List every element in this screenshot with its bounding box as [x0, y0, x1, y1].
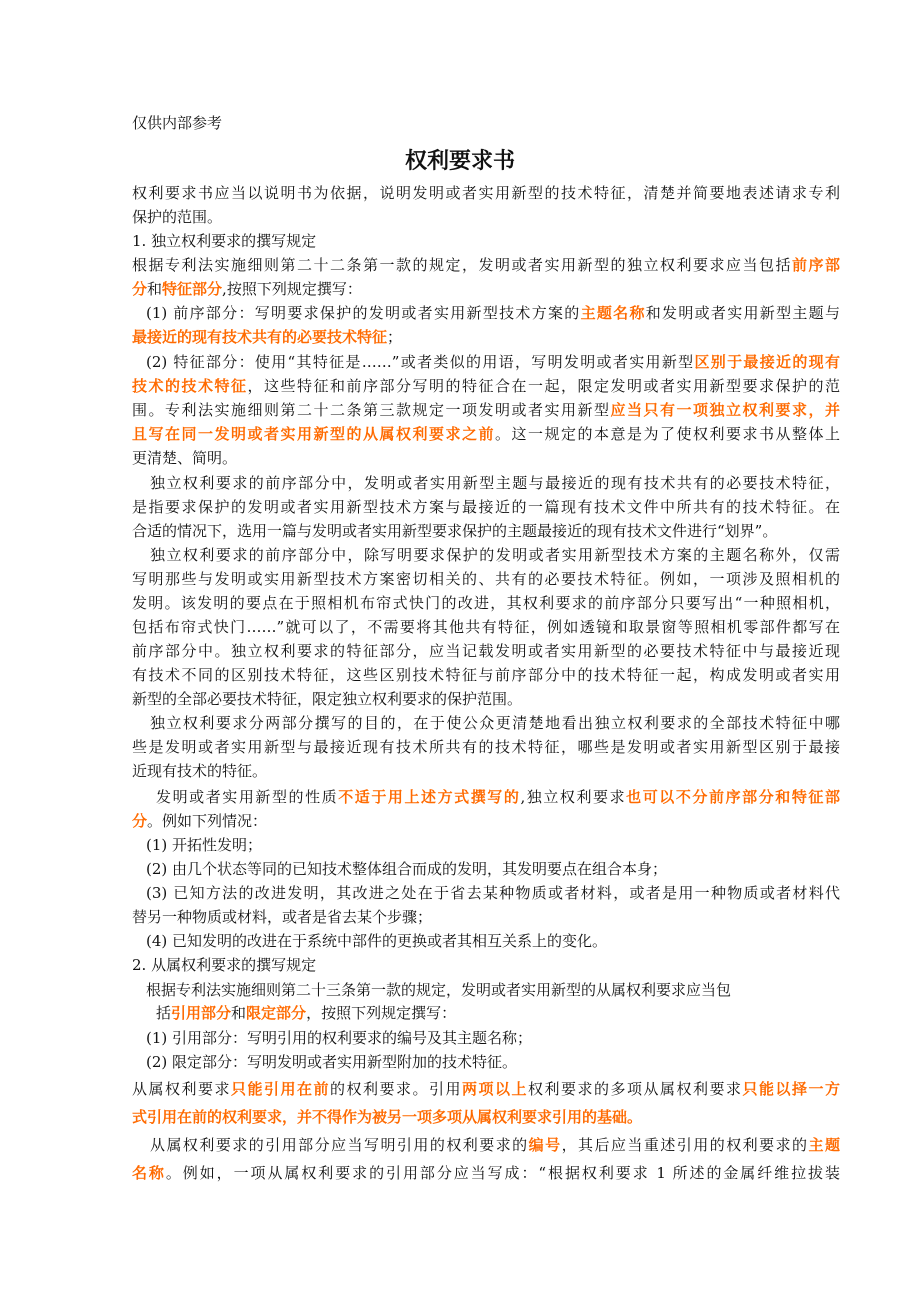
highlighted-text: 且写在同一发明或者实用新型的从属权利要求之前 — [132, 425, 495, 443]
text-line — [132, 811, 840, 831]
text-segment: (1) 开拓性发明； — [146, 836, 263, 854]
text-line — [132, 448, 840, 468]
text-segment: 独立权利要求的前序部分中，除写明要求保护的发明或者实用新型技术方案的主题名称外，仅需 — [150, 546, 840, 564]
highlighted-text: 应当只有一项独立权利要求，并 — [610, 401, 840, 419]
text-line — [132, 207, 840, 227]
text-segment: 独立权利要求分两部分撰写的目的，在于使公众更清楚地看出独立权利要求的全部技术特征中哪 — [150, 714, 840, 732]
text-segment: 前序部分中。独立权利要求的特征部分，应当记载发明或者实用新型的必要技术特征中与最接近现 — [132, 642, 840, 660]
text-line — [150, 473, 840, 493]
text-segment: 包括布帘式快门……”就可以了，不需要将其他共有特征，例如透镜和取景窗等照相机零部件都写在 — [132, 618, 840, 636]
text-line — [146, 883, 840, 903]
text-segment: 1. 独立权利要求的撰写规定 — [132, 232, 317, 250]
highlighted-text: 引用部分 — [171, 1004, 232, 1022]
text-line — [132, 737, 840, 757]
text-segment: (1) 前序部分：写明要求保护的发明或者实用新型技术方案的 — [146, 304, 581, 322]
highlighted-text: 技术的技术特征 — [132, 377, 248, 395]
text-line — [146, 859, 840, 879]
text-line — [132, 1163, 840, 1183]
text-line — [132, 327, 840, 347]
text-line — [132, 761, 840, 781]
text-segment: 。例如，一项从属权利要求的引用部分应当写成：“根据权利要求 1 所述的金属纤维拉拔装 — [165, 1164, 840, 1182]
highlighted-text: 编号 — [528, 1136, 562, 1154]
text-segment: ,按照下列规定撰写： — [222, 280, 362, 298]
text-line — [146, 835, 840, 855]
text-segment: 围。专利法实施细则第二十二条第三款规定一项发明或者实用新型 — [132, 401, 611, 419]
highlighted-text: 前序部 — [791, 256, 840, 274]
text-segment: (3) 已知方法的改进发明，其改进之处在于省去某种物质或者材料，或者是用一种物质或者材料代 — [146, 884, 840, 902]
highlighted-text: 限定部分 — [246, 1004, 307, 1022]
text-segment: 保护的范围。 — [132, 208, 223, 226]
text-line — [132, 593, 840, 613]
text-segment: 和 — [231, 1004, 247, 1022]
text-segment: 发明或者实用新型的性质 — [156, 788, 339, 806]
highlighted-text: 只能以择一方 — [742, 1080, 840, 1098]
text-line — [132, 279, 840, 299]
text-line — [132, 569, 840, 589]
text-segment: 根据专利法实施细则第二十三条第一款的规定，发明或者实用新型的从属权利要求应当包 — [146, 981, 732, 999]
text-segment: 替另一种物质或材料，或者是省去某个步骤； — [132, 908, 433, 926]
text-segment: 括 — [156, 1004, 172, 1022]
highlighted-text: 最接近的现有技术共有的必要技术特征 — [132, 328, 388, 346]
highlighted-text: 主题名称 — [580, 304, 646, 322]
text-line — [146, 352, 840, 372]
text-line — [132, 497, 840, 517]
text-line — [132, 231, 840, 251]
text-segment: 合适的情况下，选用一篇与发明或者实用新型要求保护的主题最接近的现有技术文件进行“划界”。 — [132, 522, 778, 540]
document-title: 权利要求书 — [404, 149, 515, 174]
highlighted-text: 式引用在前的权利要求，并不得作为被另一项多项从属权利要求引用的基础。 — [132, 1108, 643, 1126]
text-segment: 从属权利要求 — [132, 1080, 231, 1098]
text-segment: 从属权利要求的引用部分应当写明引用的权利要求的 — [150, 1136, 529, 1154]
text-segment: 有技术不同的区别技术特征，这些区别技术特征与前序部分中的技术特征一起，构成发明或者实用 — [132, 666, 840, 684]
text-line — [156, 787, 840, 807]
text-segment: (1) 引用部分：写明引用的权利要求的编号及其主题名称； — [146, 1029, 533, 1047]
text-segment: (2) 特征部分：使用“其特征是……”或者类似的用语，写明发明或者实用新型 — [146, 353, 695, 371]
text-segment: 的权利要求。引用 — [330, 1080, 462, 1098]
text-line — [132, 183, 840, 203]
text-segment: ； — [387, 328, 403, 346]
text-line — [146, 980, 840, 1000]
highlighted-text: 两项以上 — [461, 1080, 528, 1098]
highlighted-text: 区别于最接近的现有 — [694, 353, 840, 371]
text-segment: 近现有技术的特征。 — [132, 762, 268, 780]
text-line — [132, 521, 840, 541]
text-line — [132, 424, 840, 444]
highlighted-text: 也可以不分前序部分和特征部 — [626, 788, 840, 806]
text-line — [132, 1079, 840, 1099]
text-line — [132, 665, 840, 685]
text-segment: (2) 限定部分：写明发明或者实用新型附加的技术特征。 — [146, 1053, 518, 1071]
highlighted-text: 名称 — [132, 1164, 166, 1182]
text-line — [132, 907, 840, 927]
text-line — [150, 1135, 840, 1155]
highlighted-text: 不适于用上述方式撰写的 — [338, 788, 521, 806]
text-line — [146, 1028, 840, 1048]
text-segment: (4) 已知发明的改进在于系统中部件的更换或者其相互关系上的变化。 — [146, 932, 608, 950]
text-segment: 发明。该发明的要点在于照相机布帘式快门的改进，其权利要求的前序部分只要写出“一种照相机， — [132, 594, 840, 612]
text-segment: 新型的全部必要技术特征，限定独立权利要求的保护范围。 — [132, 690, 523, 708]
text-segment: 是指要求保护的发明或者实用新型技术方案与最接近的一篇现有技术文件中所共有的技术特征。在 — [132, 498, 840, 516]
text-segment: 写明那些与发明或实用新型技术方案密切相关的、共有的必要技术特征。例如，一项涉及照相机的 — [132, 570, 840, 588]
header-note: 仅供内部参考 — [132, 114, 223, 132]
text-segment: 些是发明或者实用新型与最接近现有技术所共有的技术特征，哪些是发明或者实用新型区别于最接 — [132, 738, 840, 756]
highlighted-text: 分 — [132, 280, 148, 298]
text-line — [132, 400, 840, 420]
text-segment: ，其后应当重述引用的权利要求的 — [561, 1136, 809, 1154]
text-line — [132, 955, 840, 975]
highlighted-text: 只能引用在前 — [231, 1080, 330, 1098]
text-line — [156, 1003, 840, 1023]
text-line — [132, 1107, 840, 1127]
text-line — [150, 545, 840, 565]
highlighted-text: 分 — [132, 812, 148, 830]
text-segment: 。这一规定的本意是为了使权利要求书从整体上 — [495, 425, 840, 443]
text-segment: 更清楚、简明。 — [132, 449, 238, 467]
text-line — [132, 255, 840, 275]
text-segment: ，这些特征和前序部分写明的特征合在一起，限定发明或者实用新型要求保护的范 — [247, 377, 840, 395]
text-segment: 2. 从属权利要求的撰写规定 — [132, 956, 317, 974]
text-segment: 。例如下列情况： — [147, 812, 268, 830]
text-line — [146, 1052, 840, 1072]
text-line — [132, 617, 840, 637]
text-segment: 和 — [147, 280, 163, 298]
text-segment: (2) 由几个状态等同的已知技术整体组合而成的发明，其发明要点在组合本身； — [146, 860, 668, 878]
highlighted-text: 特征部分 — [162, 280, 223, 298]
text-segment: 根据专利法实施细则第二十二条第一款的规定，发明或者实用新型的独立权利要求应当包括 — [132, 256, 792, 274]
text-segment: 独立权利要求的前序部分中，发明或者实用新型主题与最接近的现有技术共有的必要技术特征， — [150, 474, 840, 492]
text-line — [146, 303, 840, 323]
highlighted-text: 主题 — [808, 1136, 840, 1154]
text-line — [146, 931, 840, 951]
text-line — [150, 713, 840, 733]
text-line — [132, 376, 840, 396]
text-segment: ,独立权利要求 — [520, 788, 627, 806]
text-line — [132, 641, 840, 661]
text-segment: 权利要求的多项从属权利要求 — [527, 1080, 743, 1098]
text-segment: 和发明或者实用新型主题与 — [645, 304, 840, 322]
text-segment: ，按照下列规定撰写： — [306, 1004, 457, 1022]
text-line — [132, 689, 840, 709]
text-segment: 权利要求书应当以说明书为依据，说明发明或者实用新型的技术特征，清楚并简要地表述请求专利 — [132, 184, 840, 202]
